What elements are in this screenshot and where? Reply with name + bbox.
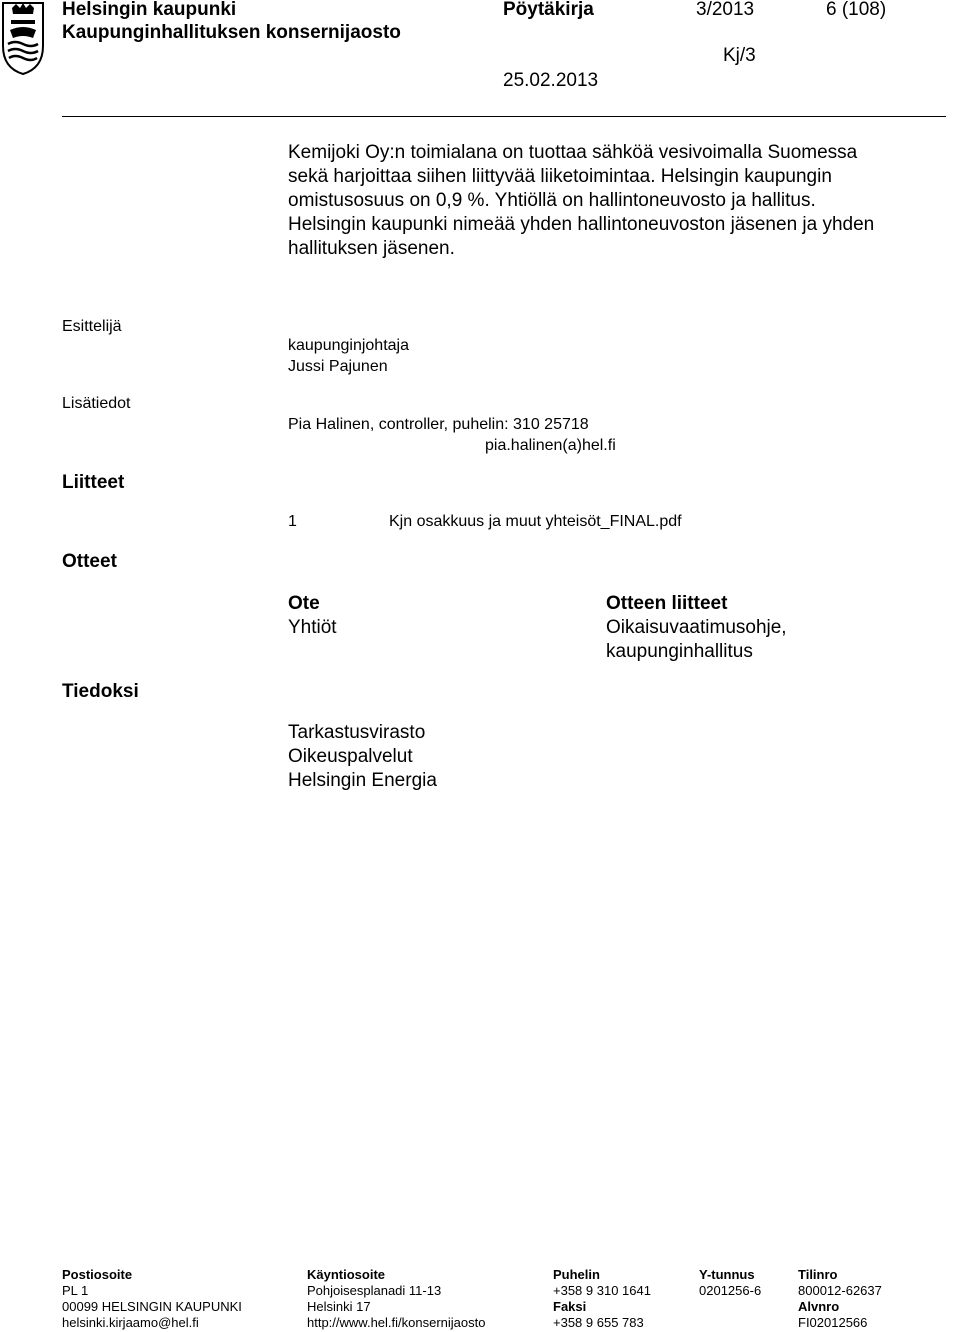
body-line: sekä harjoittaa siihen liittyvää liiketoimintaa. Helsingin kaupungin [288, 166, 832, 187]
presenter-name: Jussi Pajunen [288, 358, 388, 375]
footer-ytunnus-label: Y-tunnus [699, 1267, 755, 1282]
extract-attachment-line: Oikaisuvaatimusohje, [606, 617, 787, 638]
footer-vat: FI02012566 [798, 1315, 868, 1330]
label-more-info: Lisätiedot [62, 395, 131, 412]
extract-attachment-line: kaupunginhallitus [606, 641, 753, 662]
footer-phone-label: Puhelin [553, 1267, 600, 1282]
attachment-number: 1 [288, 513, 297, 530]
footer-phone: +358 9 310 1641 [553, 1283, 651, 1298]
footer-account: 800012-62637 [798, 1283, 882, 1298]
label-extracts: Otteet [62, 551, 117, 572]
footer-postal-line: 00099 HELSINGIN KAUPUNKI [62, 1299, 242, 1314]
footer-visiting-line: Helsinki 17 [307, 1299, 371, 1314]
body-line: Helsingin kaupunki nimeää yhden hallintoneuvoston jäsenen ja yhden [288, 214, 875, 235]
contact-line: Pia Halinen, controller, puhelin: 310 25718 [288, 416, 589, 433]
footer-fax-label: Faksi [553, 1299, 587, 1314]
footer-postal-line: PL 1 [62, 1283, 89, 1298]
body-paragraph [288, 141, 874, 261]
list-item: Helsingin Energia [288, 770, 437, 791]
footer-ytunnus: 0201256-6 [699, 1283, 762, 1298]
body-line: omistusosuus on 0,9 %. Yhtiöllä on hallintoneuvosto ja hallitus. [288, 190, 816, 211]
footer-fax: +358 9 655 783 [553, 1315, 644, 1330]
helsinki-crest-logo [0, 0, 46, 76]
org-name: Helsingin kaupunki [62, 0, 237, 20]
for-info-list [288, 721, 437, 793]
extract-column-header: Ote [288, 593, 320, 614]
body-line: hallituksen jäsenen. [288, 238, 455, 259]
body-line: Kemijoki Oy:n toimialana on tuottaa sähköä vesivoimalla Suomessa [288, 142, 858, 163]
footer-vat-label: Alvnro [798, 1299, 840, 1314]
footer-visiting-label: Käyntiosoite [307, 1267, 386, 1282]
footer-account-label: Tilinro [798, 1267, 838, 1282]
footer-website[interactable]: http://www.hel.fi/konsernijaosto [307, 1315, 486, 1330]
label-attachments: Liitteet [62, 472, 125, 493]
extract-value: Yhtiöt [288, 617, 337, 638]
document-type: Pöytäkirja [503, 0, 594, 20]
footer-postal-label: Postiosoite [62, 1267, 133, 1282]
list-item: Tarkastusvirasto [288, 722, 426, 743]
attachment-link[interactable]: Kjn osakkuus ja muut yhteisöt_FINAL.pdf [389, 513, 682, 530]
document-number: 3/2013 [696, 0, 755, 20]
contact-email[interactable]: pia.halinen(a)hel.fi [485, 437, 616, 454]
extract-attachments-header: Otteen liitteet [606, 593, 728, 614]
list-item: Oikeuspalvelut [288, 746, 413, 767]
footer-visiting-line: Pohjoisesplanadi 11-13 [307, 1283, 442, 1298]
presenter-title: kaupunginjohtaja [288, 337, 409, 354]
label-presenter: Esittelijä [62, 318, 122, 335]
meeting-date: 25.02.2013 [503, 70, 599, 91]
page-number: 6 (108) [826, 0, 887, 20]
section-code: Kj/3 [723, 45, 756, 66]
footer-email[interactable]: helsinki.kirjaamo@hel.fi [62, 1315, 199, 1330]
header-rule [62, 116, 946, 117]
label-for-info: Tiedoksi [62, 681, 139, 702]
unit-name: Kaupunginhallituksen konsernijaosto [62, 22, 401, 43]
